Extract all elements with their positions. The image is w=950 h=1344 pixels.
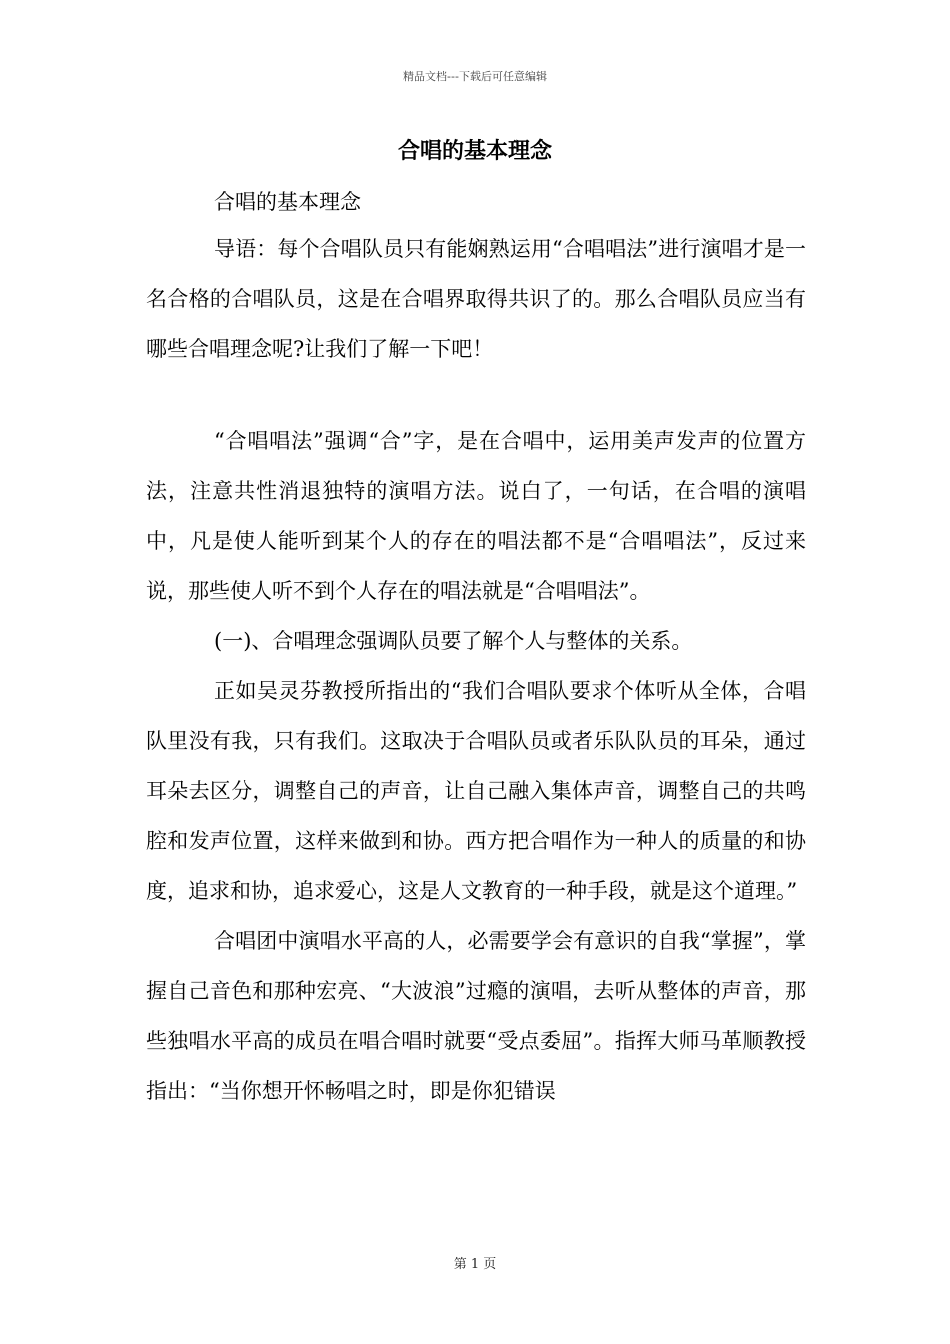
section-heading-paragraph: (一)、合唱理念强调队员要了解个人与整体的关系。 [214, 629, 693, 653]
paragraph-spacer [146, 374, 806, 416]
page-number: 第 1 页 [453, 1257, 497, 1272]
subtitle-paragraph: 合唱的基本理念 [214, 190, 361, 214]
document-body [146, 180, 806, 1116]
document-title: 合唱的基本理念 [397, 138, 552, 164]
body-paragraph: “合唱唱法”强调“合”字，是在合唱中，运用美声发声的位置方法，注意共性消退独特的演唱方法。说白了，一句话，在合唱的演唱中，凡是使人能听到某个人的存在的唱法都不是“合唱唱法”，反过来说，那些使人听不到个人存在的唱法就是“合唱唱法”。 [146, 429, 806, 603]
document-header-note: 精品文档---下载后可任意编辑 [403, 70, 547, 83]
intro-paragraph: 导语：每个合唱队员只有能娴熟运用“合唱唱法”进行演唱才是一名合格的合唱队员，这是在合唱界取得共识了的。那么合唱队员应当有哪些合唱理念呢?让我们了解一下吧！ [146, 237, 806, 361]
body-paragraph: 正如吴灵芬教授所指出的“我们合唱队要求个体听从全体，合唱队里没有我，只有我们。这取决于合唱队员或者乐队队员的耳朵，通过耳朵去区分，调整自己的声音，让自己融入集体声音，调整自己的共鸣腔和发声位置，这样来做到和协。西方把合唱作为一种人的质量的和协度，追求和协，追求爱心，这是人文教育的一种手段，就是这个道理。” [146, 679, 806, 903]
body-paragraph: 合唱团中演唱水平高的人，必需要学会有意识的自我“掌握”，掌握自己音色和那种宏亮、“大波浪”过瘾的演唱，去听从整体的声音，那些独唱水平高的成员在唱合唱时就要“受点委屈”。指挥大师马革顺教授指出：“当你想开怀畅唱之时，即是你犯错误 [146, 929, 806, 1103]
